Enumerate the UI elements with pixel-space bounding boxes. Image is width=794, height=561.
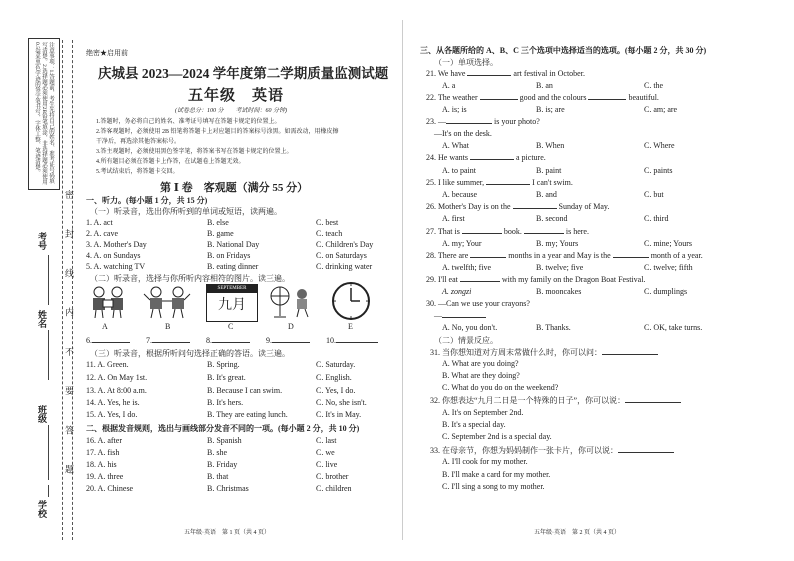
page-divider — [402, 20, 403, 540]
q28-blank-1[interactable] — [470, 257, 506, 258]
q29-stem-b: with my family on the Dragon Boat Festival. — [501, 275, 646, 284]
part1-title: 第 Ⅰ 卷 客观题（满分 55 分） — [160, 182, 309, 194]
answer-6-blank[interactable] — [92, 342, 130, 343]
q26-stem — [426, 202, 609, 211]
q21-blank[interactable] — [467, 75, 511, 76]
q28-c: C. twelve; fifth — [644, 263, 693, 272]
q25-blank[interactable] — [486, 184, 530, 185]
q31-c: C. What do you do on the weekend? — [442, 383, 559, 392]
q22-b: B. is; are — [536, 105, 565, 114]
q26-b: B. second — [536, 214, 568, 223]
q14-b: B. It's hers. — [207, 398, 244, 407]
q12-a: 12. A. On May 1st. — [86, 373, 148, 382]
answer-10-blank[interactable] — [336, 342, 378, 343]
q30-blank[interactable] — [442, 317, 486, 318]
q29-b: B. mooncakes — [536, 287, 582, 296]
q23-stem — [426, 117, 540, 126]
section-1a-title: （一）听录音，选出你所听到的单词或短语，读两遍。 — [90, 207, 282, 216]
q25-stem-b: I can't swim. — [532, 178, 573, 187]
q3-c: C. Children's Day — [316, 240, 374, 249]
q24-stem-a: 24. He wants — [426, 153, 468, 162]
q1-a: 1. A. act — [86, 218, 113, 227]
q2-c: C. teach — [316, 229, 343, 238]
q28-stem-c: month of a year. — [650, 251, 703, 260]
q20-c: C. children — [316, 484, 352, 493]
q23-b: B. When — [536, 141, 565, 150]
answer-6-label: 6. — [86, 336, 92, 345]
answer-9-blank[interactable] — [272, 342, 310, 343]
q13-b: B. Because I can swim. — [207, 386, 283, 395]
q32-blank[interactable] — [625, 402, 681, 403]
q24-stem-b: a picture. — [516, 153, 546, 162]
q24-stem — [426, 153, 546, 162]
q28-stem-b: months in a year and May is the — [508, 251, 611, 260]
q31-a: A. What are you doing? — [442, 359, 519, 368]
q16-b: B. Spanish — [207, 436, 242, 445]
q30-line2 — [434, 311, 486, 320]
q3-b: B. National Day — [207, 240, 260, 249]
q12-b: B. It's great. — [207, 373, 246, 382]
exam-subtitle: 五年级 英语 — [188, 88, 285, 104]
pic-letter-d: D — [288, 322, 294, 331]
q26-blank[interactable] — [513, 208, 557, 209]
q29-stem — [426, 275, 645, 284]
page-2 — [404, 0, 794, 561]
q4-a: 4. A. on Sundays — [86, 251, 141, 260]
q28-stem — [426, 251, 703, 260]
q16-a: 16. A. after — [86, 436, 122, 445]
q27-c: C. mine; Yours — [644, 239, 693, 248]
q19-c: C. brother — [316, 472, 349, 481]
q17-b: B. she — [207, 448, 227, 457]
q30-c: C. OK, take turns. — [644, 323, 703, 332]
section-1b-title: （二）听录音，选择与你所听内容相符的图片。读三遍。 — [90, 274, 290, 283]
q31-stem-text: 31. 当你想知道对方周末常做什么时，你可以问： — [430, 348, 602, 357]
page-2-footer: 五年级·英语 第 2 页（共 4 页） — [534, 530, 620, 536]
pic-letter-b: B — [165, 322, 171, 331]
q18-b: B. Friday — [207, 460, 238, 469]
instruction-3: 干净后，再选涂其他答案标号。 — [96, 139, 181, 145]
q27-a: A. my; Your — [442, 239, 482, 248]
q33-a: A. I'll cook for my mother. — [442, 457, 528, 466]
q26-stem-b: Sunday of May. — [558, 202, 610, 211]
q3-a: 3. A. Mother's Day — [86, 240, 147, 249]
q24-b: B. paint — [536, 166, 562, 175]
q21-stem — [426, 69, 585, 78]
q22-blank-1[interactable] — [480, 99, 518, 100]
answer-7-blank[interactable] — [152, 342, 190, 343]
q4-b: B. on Fridays — [207, 251, 251, 260]
instruction-4: 3.答主观题时，必须使用黑色签字笔，将答案书写在答题卡规定的位置上。 — [96, 149, 293, 155]
q21-b: B. an — [536, 81, 553, 90]
q2-a: 2. A. cave — [86, 229, 118, 238]
q24-a: A. to paint — [442, 166, 476, 175]
q28-b: B. twelve; five — [536, 263, 584, 272]
q23-stem-b: is your photo? — [494, 117, 540, 126]
q19-b: B. that — [207, 472, 229, 481]
q29-c: C. dumplings — [644, 287, 688, 296]
section-3-title: 三、从各题所给的 A、B、C 三个选项中选择适当的选项。(每小题 2 分，共 30 分) — [420, 46, 707, 55]
q22-blank-2[interactable] — [588, 99, 626, 100]
page-1-footer: 五年级·英语 第 1 页（共 4 页） — [184, 530, 270, 536]
q5-c: C. drinking water — [316, 262, 373, 271]
calendar-picture — [206, 284, 258, 322]
q22-a: A. is; is — [442, 105, 467, 114]
q15-a: 15. A. Yes, I do. — [86, 410, 138, 419]
class-label: 班级 — [37, 405, 47, 423]
q32-stem — [430, 395, 681, 406]
q5-b: B. eating dinner — [207, 262, 259, 271]
answer-10 — [326, 336, 378, 345]
q5-a: 5. A. watching TV — [86, 262, 146, 271]
q25-c: C. but — [644, 190, 664, 199]
q24-blank[interactable] — [470, 159, 514, 160]
q22-stem-a: 22. The weather — [426, 93, 478, 102]
q21-c: C. the — [644, 81, 664, 90]
fan-and-child-picture — [266, 284, 316, 320]
q33-blank[interactable] — [618, 452, 674, 453]
q30-dash: — — [434, 311, 442, 320]
q22-stem-b: good and the colours — [519, 93, 587, 102]
q33-stem — [430, 445, 674, 456]
section-2-title: 二、根据发音规则，选出与画线部分发音不同的一项。(每小题 2 分，共 10 分) — [86, 424, 360, 433]
school-label: 学校 — [37, 500, 47, 518]
q31-blank[interactable] — [602, 354, 658, 355]
q11-a: 11. A. Green. — [86, 360, 129, 369]
q32-a: A. It's on September 2nd. — [442, 408, 524, 417]
q1-c: C. best — [316, 218, 339, 227]
instruction-1: 1.答题时，务必将自己的姓名、准考证号填写在答题卡规定的位置上。 — [96, 119, 281, 125]
q4-c: C. on Saturdays — [316, 251, 367, 260]
q15-c: C. It's in May. — [316, 410, 362, 419]
answer-10-label: 10. — [326, 336, 336, 345]
answer-9 — [266, 336, 310, 345]
q26-stem-a: 26. Mother's Day is on the — [426, 202, 511, 211]
pic-letter-a: A — [102, 322, 108, 331]
q26-c: C. third — [644, 214, 669, 223]
q21-stem-a: 21. We have — [426, 69, 466, 78]
name-label: 姓名 — [37, 310, 47, 328]
exam-meta: (试卷总分：100 分 考试时间：60 分钟) — [175, 108, 287, 114]
q1-b: B. else — [207, 218, 229, 227]
instruction-5: 4.所有题目必须在答题卡上作答，在试题卷上答题无效。 — [96, 159, 245, 165]
pic-letter-c: C — [228, 322, 234, 331]
q27-b: B. my; Yours — [536, 239, 579, 248]
q24-c: C. paints — [644, 166, 673, 175]
answer-7-label: 7. — [146, 336, 152, 345]
q25-a: A. because — [442, 190, 478, 199]
q22-stem-c: beautiful. — [628, 93, 659, 102]
q22-c: C. am; are — [644, 105, 678, 114]
q17-c: C. we — [316, 448, 335, 457]
q23-c: C. Where — [644, 141, 675, 150]
q30-stem: 30. —Can we use your crayons? — [426, 299, 530, 308]
q11-c: C. Saturday. — [316, 360, 356, 369]
q16-c: C. last — [316, 436, 337, 445]
answer-9-label: 9. — [266, 336, 272, 345]
q20-a: 20. A. Chinese — [86, 484, 134, 493]
q30-b: B. Thanks. — [536, 323, 571, 332]
q30-a: A. No, you don't. — [442, 323, 498, 332]
q27-stem-c: is here. — [565, 227, 589, 236]
q13-c: C. Yes, I do. — [316, 386, 356, 395]
q33-c: C. I'll sing a song to my mother. — [442, 482, 545, 491]
q28-blank-2[interactable] — [613, 257, 649, 258]
q32-c: C. September 2nd is a special day. — [442, 432, 552, 441]
q2-b: B. game — [207, 229, 234, 238]
q15-b: B. They are eating lunch. — [207, 410, 288, 419]
section-3b-title: （二）情景反应。 — [434, 336, 498, 345]
seal-line-text: 密 封 线 内 不 要 答 题 — [64, 190, 74, 488]
q32-b: B. It's a special day. — [442, 420, 506, 429]
q18-a: 18. A. his — [86, 460, 117, 469]
q23-stem-a: 23. — — [426, 117, 446, 126]
q26-a: A. first — [442, 214, 465, 223]
clock-picture — [330, 280, 372, 322]
q29-blank[interactable] — [460, 281, 500, 282]
q21-stem-b: art festival in October. — [513, 69, 585, 78]
section-3a-title: （一）单项选择。 — [434, 58, 498, 67]
q31-b: B. What are they doing? — [442, 371, 520, 380]
kids-reading-picture — [88, 284, 128, 320]
q31-stem — [430, 347, 658, 358]
q27-stem — [426, 227, 589, 236]
q27-blank-2[interactable] — [524, 233, 564, 234]
calendar-month: 九月 — [218, 298, 246, 313]
instruction-2: 2.答客观题时，必须使用 2B 铅笔将答题卡上对应题目的答案标号涂黑。如需改动，用橡皮擦 — [96, 129, 339, 135]
q33-b: B. I'll make a card for my mother. — [442, 470, 551, 479]
calendar-month-banner: SEPTEMBER — [207, 285, 257, 293]
q19-a: 19. A. three — [86, 472, 124, 481]
answer-8 — [206, 336, 250, 345]
pic-letter-e: E — [348, 322, 353, 331]
q23-a: A. What — [442, 141, 469, 150]
section-1-title: 一、听力。(每小题 1 分，共 15 分) — [86, 196, 208, 205]
q14-a: 14. A. Yes, he is. — [86, 398, 140, 407]
exam-no-label: 考号 — [37, 232, 47, 250]
q25-stem — [426, 178, 573, 187]
answer-8-blank[interactable] — [212, 342, 250, 343]
q13-a: 13. A. At 8:00 a.m. — [86, 386, 147, 395]
q28-stem-a: 28. There are — [426, 251, 469, 260]
q23-blank[interactable] — [446, 123, 492, 124]
section-1c-title: （三）听录音，根据所听问句选择正确的答语。读三遍。 — [90, 349, 290, 358]
kids-playing-picture — [142, 284, 192, 320]
instruction-6: 5.考试结束后，将答题卡交回。 — [96, 169, 179, 175]
q33-stem-text: 33. 在母亲节，你想为妈妈制作一张卡片，你可以说： — [430, 446, 618, 455]
q27-blank-1[interactable] — [462, 233, 502, 234]
q32-stem-text: 32. 你想表达“九月二日是一个特殊的日子”，你可以说： — [430, 396, 626, 405]
q29-stem-a: 29. I'll eat — [426, 275, 458, 284]
q29-a: A. zongzi — [442, 287, 472, 296]
q14-c: C. No, she isn't. — [316, 398, 367, 407]
answer-7 — [146, 336, 190, 345]
q23-line2: —It's on the desk. — [434, 129, 492, 138]
q17-a: 17. A. fish — [86, 448, 120, 457]
q18-c: C. live — [316, 460, 338, 469]
q21-a: A. a — [442, 81, 456, 90]
secret-label: 绝密★启用前 — [86, 49, 128, 57]
q25-stem-a: 25. I like summer, — [426, 178, 485, 187]
answer-6 — [86, 336, 130, 345]
q27-stem-a: 27. That is — [426, 227, 460, 236]
q11-b: B. Spring. — [207, 360, 240, 369]
exam-title: 庆城县 2023—2024 学年度第二学期质量监测试题 — [98, 66, 389, 81]
q28-a: A. twelfth; five — [442, 263, 492, 272]
q27-stem-b: book. — [503, 227, 522, 236]
q20-b: B. Christmas — [207, 484, 249, 493]
notice-text: 注意事项：1.答题前，考生先将自己的姓名、准考证号码填写清楚。2.选择题必须使用2B铅笔填涂，非选择题必须使用0.5毫米黑色字迹的签字笔书写，字体工整、笔迹清楚。 — [34, 42, 54, 185]
answer-8-label: 8. — [206, 336, 212, 345]
q12-c: C. English. — [316, 373, 352, 382]
q25-b: B. and — [536, 190, 557, 199]
q22-stem — [426, 93, 659, 102]
